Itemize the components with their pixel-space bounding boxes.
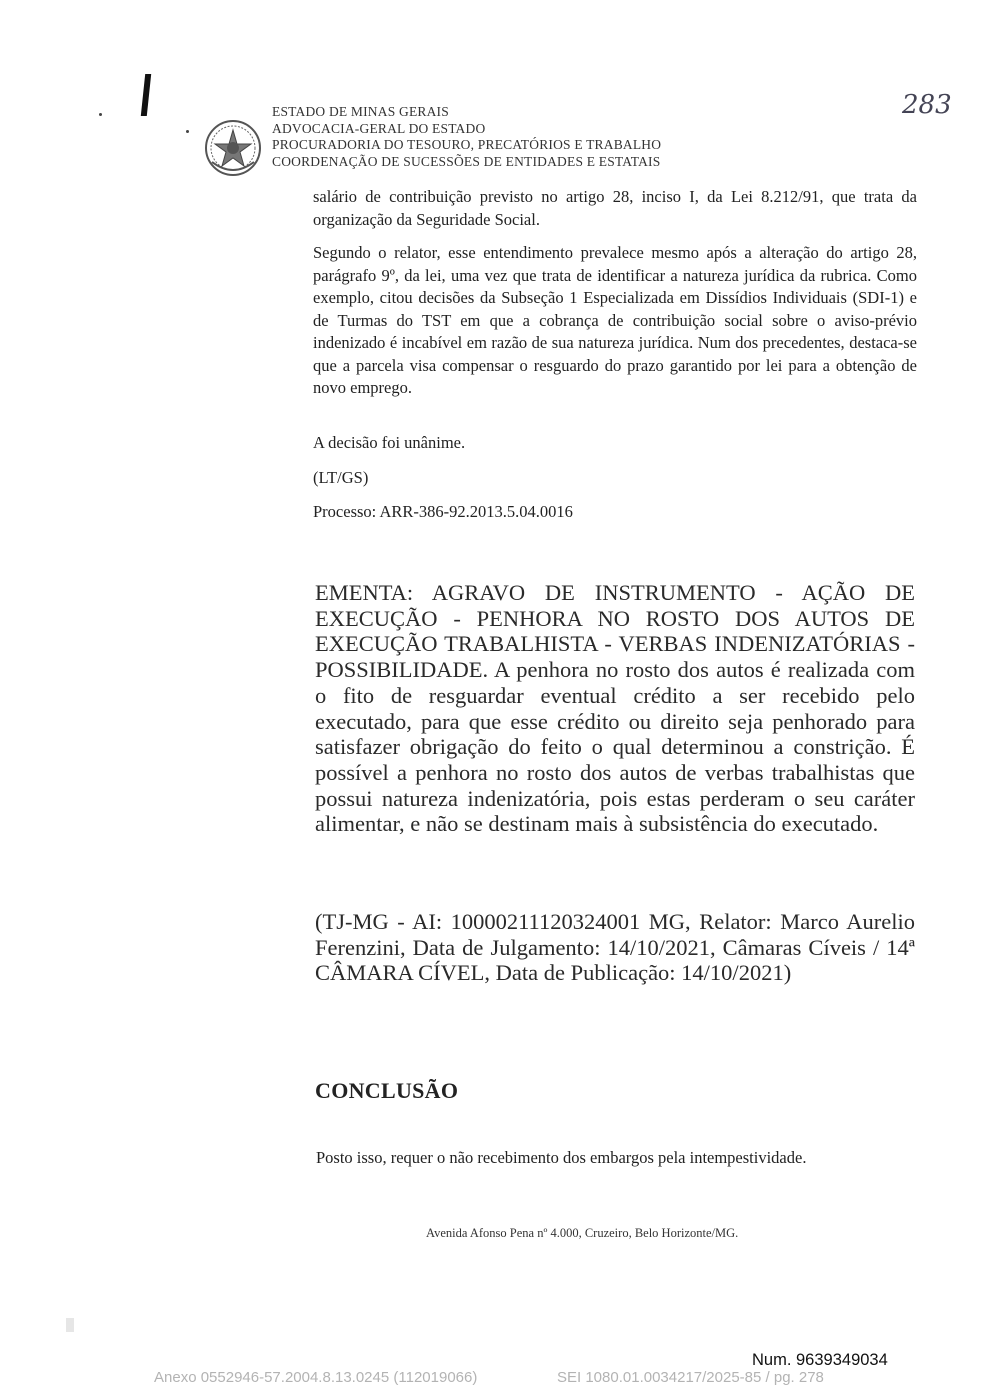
scan-speck bbox=[99, 113, 102, 116]
sei-stamp: SEI 1080.01.0034217/2025-85 / pg. 278 bbox=[557, 1369, 824, 1386]
scan-mark bbox=[141, 74, 151, 116]
body-paragraph: A decisão foi unânime. bbox=[313, 433, 466, 452]
ementa-citation: (TJ-MG - AI: 10000211120324001 MG, Relator: Marco Aurelio Ferenzini, Data de Julgamento: 14/10/2021, Câmaras Cíveis / 14ª CÂMARA CÍVEL, Data de Publicação: 14/10/2021) bbox=[315, 909, 915, 986]
state-coat-of-arms-icon bbox=[202, 118, 264, 178]
body-paragraph: Segundo o relator, esse entendimento prevalece mesmo após a alteração do artigo 28, parágrafo 9º, da lei, uma vez que trata de identificar a natureza jurídica da rubrica. Como exemplo, citou decisões da Subseção 1 Especializada em Dissídios Individuais (SDI-1) e de Turmas do TST em que a cobrança de contribuição social sobre o aviso-prévio indenizado é incabível em razão de sua natureza jurídica. Num dos precedentes, destaca-se que a parcela visa compensar o resguardo do prazo garantido por lei para a obtenção de novo emprego. bbox=[313, 243, 917, 397]
conclusion-text: Posto isso, requer o não recebimento dos embargos pela intempestividade. bbox=[316, 1148, 807, 1167]
header-line-agency: ADVOCACIA-GERAL DO ESTADO bbox=[272, 120, 486, 136]
process-number: Processo: ARR-386-92.2013.5.04.0016 bbox=[313, 502, 573, 521]
scan-speck bbox=[186, 130, 189, 133]
header-line-state: ESTADO DE MINAS GERAIS bbox=[272, 104, 449, 119]
document-number: Num. 9639349034 bbox=[752, 1351, 888, 1369]
scan-speck bbox=[66, 1318, 74, 1332]
institution-header bbox=[272, 104, 661, 170]
address-footer: Avenida Afonso Pena nº 4.000, Cruzeiro, Belo Horizonte/MG. bbox=[426, 1226, 739, 1240]
body-paragraph: (LT/GS) bbox=[313, 468, 369, 487]
conclusion-heading: CONCLUSÃO bbox=[315, 1078, 459, 1103]
annex-stamp: Anexo 0552946-57.2004.8.13.0245 (112019066) bbox=[154, 1369, 478, 1386]
body-paragraph: salário de contribuição previsto no artigo 28, inciso I, da Lei 8.212/91, que trata da organização da Seguridade Social. bbox=[313, 187, 917, 229]
header-line-coordenacao: COORDENAÇÃO DE SUCESSÕES DE ENTIDADES E ESTATAIS bbox=[272, 153, 661, 169]
ementa-quote: EMENTA: AGRAVO DE INSTRUMENTO - AÇÃO DE EXECUÇÃO - PENHORA NO ROSTO DOS AUTOS DE EXECUÇÃO TRABALHISTA - VERBAS INDENIZATÓRIAS - POSSIBILIDADE. A penhora no rosto dos autos é realizada com o fito de resguardar eventual crédito a ser recebido pelo executado, para que esse crédito ou direito seja penhorado para satisfazer obrigação do feito o qual determinou a constrição. É possível a penhora no rosto dos autos de verbas trabalhistas que possui natureza indenizatória, pois estas perderam o seu caráter alimentar, e não se destinam mais à subsistência do executado. bbox=[315, 580, 915, 837]
header-line-procuradoria: PROCURADORIA DO TESOURO, PRECATÓRIOS E TRABALHO bbox=[272, 137, 662, 152]
handwritten-page-number: 283 bbox=[902, 90, 952, 120]
